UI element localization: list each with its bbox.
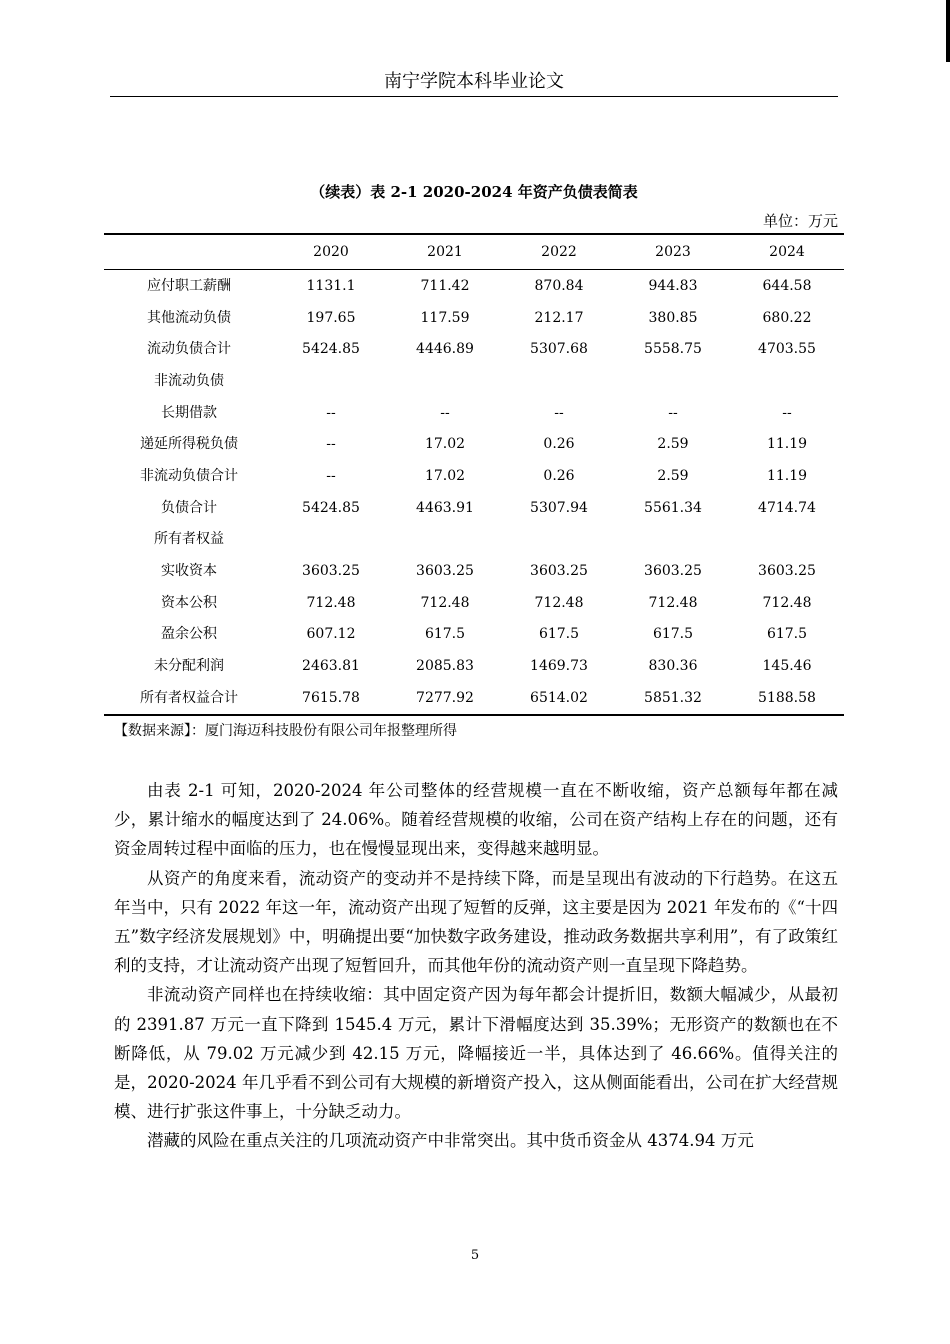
value-cell: 4463.91 (416, 499, 474, 516)
value-cell: 5307.94 (530, 499, 588, 516)
table-row (104, 460, 844, 492)
value-cell: 2.59 (657, 436, 689, 453)
value-cell: 2.59 (657, 467, 689, 484)
value-cell: 5424.85 (302, 341, 360, 358)
body-text (114, 776, 838, 1156)
value-cell: 4446.89 (416, 341, 474, 358)
value-cell: -- (440, 404, 450, 421)
value-cell: 3603.25 (644, 563, 702, 580)
body-paragraph: 非流动资产同样也在持续收缩：其中固定资产因为每年都会计提折旧，数额大幅减少，从最初的 2391.87 万元一直下降到 1545.4 万元，累计下滑幅度达到 35.39%；无形资产的数额也在不断降低，从 79.02 万元减少到 42.15 万元，降幅接近一半，具体达到了 46.66%。值得关注的是，2020-2024 年几乎看不到公司有大规模的新增资产投入，这从侧面能看出，公司在扩大经营规模、进行扩张这件事上，十分缺乏动力。 (114, 985, 838, 1122)
row-label-cell: 所有者权益 (154, 531, 224, 548)
value-cell: 830.36 (648, 658, 698, 675)
column-header (104, 234, 274, 270)
value-cell: -- (326, 467, 336, 484)
value-cell: 4714.74 (758, 499, 816, 516)
value-cell: 117.59 (420, 309, 470, 326)
balance-sheet-table (104, 233, 844, 716)
value-cell: 7277.92 (416, 689, 474, 706)
table-row (104, 397, 844, 429)
value-cell: -- (326, 436, 336, 453)
row-label-cell: 其他流动负债 (147, 309, 231, 326)
column-header: 2021 (388, 234, 502, 270)
table-row (104, 650, 844, 682)
value-cell (502, 524, 616, 556)
value-cell: 617.5 (424, 626, 466, 643)
row-label-cell: 资本公积 (161, 594, 217, 611)
table-row (104, 270, 844, 302)
table-body (104, 270, 844, 715)
body-paragraph: 由表 2-1 可知，2020-2024 年公司整体的经营规模一直在不断收缩，资产总额每年都在减少，累计缩水的幅度达到了 24.06%。随着经营规模的收缩，公司在资产结构上存在的问题，还有资金周转过程中面临的压力，也在慢慢显现出来，变得越来越明显。 (114, 781, 838, 859)
row-label-cell: 所有者权益合计 (140, 689, 238, 706)
value-cell: 5424.85 (302, 499, 360, 516)
column-header: 2022 (502, 234, 616, 270)
table-caption: （续表）表 2-1 2020-2024 年资产负债表简表 (310, 183, 638, 201)
table-row (104, 619, 844, 651)
value-cell: 212.17 (534, 309, 584, 326)
value-cell: 3603.25 (416, 563, 474, 580)
page-edge-marker (946, 0, 950, 62)
value-cell: 0.26 (543, 467, 575, 484)
data-source-note: 【数据来源】：厦门海迈科技股份有限公司年报整理所得 (114, 723, 457, 739)
value-cell: 145.46 (762, 658, 812, 675)
table-row (104, 333, 844, 365)
row-label-cell: 长期借款 (161, 404, 217, 421)
value-cell (388, 365, 502, 397)
value-cell: 5188.58 (758, 689, 816, 706)
value-cell (388, 524, 502, 556)
value-cell: 3603.25 (758, 563, 816, 580)
row-label-cell: 负债合计 (161, 499, 217, 516)
value-cell (616, 524, 730, 556)
table-row (104, 492, 844, 524)
row-label-cell: 未分配利润 (154, 658, 224, 675)
value-cell: 11.19 (766, 436, 808, 453)
value-cell: 944.83 (648, 277, 698, 294)
unit-label: 单位：万元 (762, 212, 838, 230)
row-label-cell: 实收资本 (161, 563, 217, 580)
column-header: 2023 (616, 234, 730, 270)
column-header: 2024 (730, 234, 844, 270)
table-header-row (104, 234, 844, 270)
value-cell (730, 365, 844, 397)
value-cell: 5561.34 (644, 499, 702, 516)
value-cell: 197.65 (306, 309, 356, 326)
value-cell: 17.02 (424, 436, 466, 453)
value-cell: 1469.73 (530, 658, 588, 675)
table-row (104, 682, 844, 715)
value-cell: 680.22 (762, 309, 812, 326)
value-cell (274, 524, 388, 556)
value-cell: 2463.81 (302, 658, 360, 675)
value-cell: 0.26 (543, 436, 575, 453)
value-cell: 607.12 (306, 626, 356, 643)
value-cell: 17.02 (424, 467, 466, 484)
value-cell (616, 365, 730, 397)
value-cell (274, 365, 388, 397)
value-cell: 1131.1 (306, 277, 356, 294)
value-cell: 712.48 (420, 594, 470, 611)
row-label-cell: 非流动负债 (154, 372, 224, 389)
value-cell: 870.84 (534, 277, 584, 294)
value-cell: -- (668, 404, 678, 421)
value-cell: -- (326, 404, 336, 421)
value-cell: 617.5 (766, 626, 808, 643)
value-cell: 11.19 (766, 467, 808, 484)
value-cell: 644.58 (762, 277, 812, 294)
table-row (104, 587, 844, 619)
column-header: 2020 (274, 234, 388, 270)
table-row (104, 555, 844, 587)
row-label-cell: 盈余公积 (161, 626, 217, 643)
value-cell: 712.48 (648, 594, 698, 611)
value-cell: -- (554, 404, 564, 421)
table-row (104, 302, 844, 334)
value-cell: 617.5 (652, 626, 694, 643)
value-cell: 5307.68 (530, 341, 588, 358)
value-cell: 712.48 (534, 594, 584, 611)
table-row (104, 428, 844, 460)
value-cell: 711.42 (420, 277, 470, 294)
running-header: 南宁学院本科毕业论文 (384, 71, 564, 92)
row-label-cell: 流动负债合计 (147, 341, 231, 358)
body-paragraph: 从资产的角度来看，流动资产的变动并不是持续下降，而是呈现出有波动的下行趋势。在这五年当中，只有 2022 年这一年，流动资产出现了短暂的反弹，这主要是因为 2021 年发布的《“十四五”数字经济发展规划》中，明确提出要“加快数字政务建设，推动政务数据共享利用”，有了政策红利的支持，才让流动资产出现了短暂回升，而其他年份的流动资产则一直呈现下降趋势。 (114, 868, 838, 976)
row-label-cell: 递延所得税负债 (140, 436, 238, 453)
value-cell: 6514.02 (530, 689, 588, 706)
value-cell: 5851.32 (644, 689, 702, 706)
value-cell: -- (782, 404, 792, 421)
header-rule (110, 96, 838, 97)
value-cell: 4703.55 (758, 341, 816, 358)
value-cell: 7615.78 (302, 689, 360, 706)
value-cell: 617.5 (538, 626, 580, 643)
row-label-cell: 非流动负债合计 (140, 467, 238, 484)
value-cell: 380.85 (648, 309, 698, 326)
table-row (104, 524, 844, 556)
value-cell: 712.48 (762, 594, 812, 611)
value-cell: 712.48 (306, 594, 356, 611)
value-cell: 3603.25 (530, 563, 588, 580)
value-cell (730, 524, 844, 556)
value-cell: 5558.75 (644, 341, 702, 358)
value-cell (502, 365, 616, 397)
table-row (104, 365, 844, 397)
body-paragraph: 潜藏的风险在重点关注的几项流动资产中非常突出。其中货币资金从 4374.94 万元 (147, 1131, 754, 1151)
page-number: 5 (470, 1248, 480, 1263)
row-label-cell: 应付职工薪酬 (147, 277, 231, 294)
value-cell: 3603.25 (302, 563, 360, 580)
value-cell: 2085.83 (416, 658, 474, 675)
